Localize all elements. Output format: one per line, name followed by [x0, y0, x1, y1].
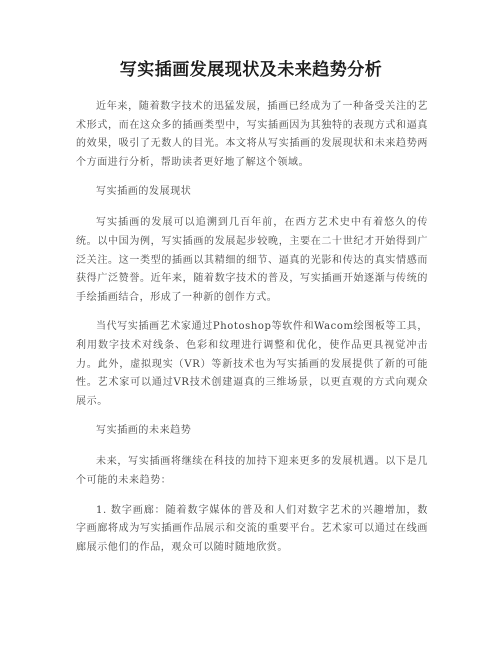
section-heading-future-trends: 写实插画的未来趋势	[96, 425, 192, 437]
trend-list-item: 1. 数字画廊：随着数字媒体的普及和人们对数字艺术的兴趣增加，数字画廊将成为写实插画作品展示和交流的重要平台。艺术家可以通过在线画廊展示他们的作品，观众可以随时随地欣赏。	[76, 504, 428, 553]
status-paragraph-history: 写实插画的发展可以追溯到几百年前，在西方艺术史中有着悠久的传统。以中国为例，写实插画的发展起步较晚，主要在二十世纪才开始得到广泛关注。这一类型的插画以其精细的细节、逼真的光影和传达的真实情感而获得广泛赞誉。近年来，随着数字技术的普及，写实插画开始逐渐与传统的手绘插画结合，形成了一种新的创作方式。	[76, 217, 428, 303]
trends-intro-paragraph: 未来，写实插画将继续在科技的加持下迎来更多的发展机遇。以下是几个可能的未来趋势：	[76, 456, 428, 486]
document-body	[76, 98, 428, 568]
intro-paragraph: 近年来，随着数字技术的迅猛发展，插画已经成为了一种备受关注的艺术形式，而在这众多的插画类型中，写实插画因为其独特的表现方式和逼真的效果，吸引了无数人的目光。本文将从写实插画的发展现状和未来趋势两个方面进行分析，帮助读者更好地了解这个领域。	[76, 101, 428, 168]
status-paragraph-digital-tools: 当代写实插画艺术家通过Photoshop等软件和Wacom绘图板等工具，利用数字技术对线条、色彩和纹理进行调整和优化，使作品更具视觉冲击力。此外，虚拟现实（VR）等新技术也为写实插画的发展提供了新的可能性。艺术家可以通过VR技术创建逼真的三维场景，以更直观的方式向观众展示。	[76, 321, 428, 407]
section-heading-current-status: 写实插画的发展现状	[96, 186, 192, 198]
document-title: 写实插画发展现状及未来趋势分析	[119, 60, 383, 80]
